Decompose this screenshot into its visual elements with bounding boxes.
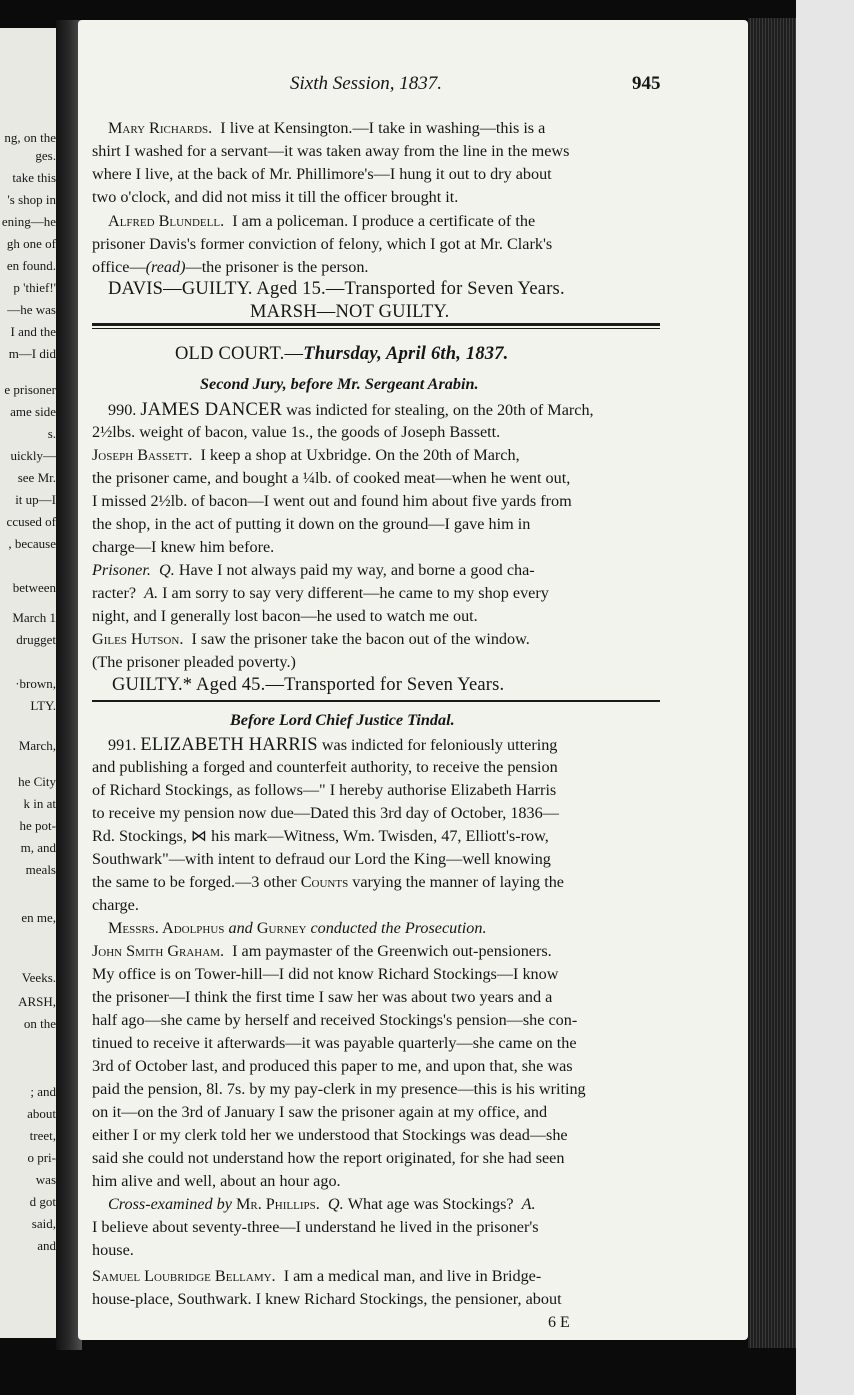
counsel-line: Messrs. Adolphus and Gurney conducted the Prosecution. <box>108 919 487 937</box>
text-line: Mary Richards. I live at Kensington.—I take in washing—this is a <box>108 119 546 137</box>
left-page-text-fragment: p 'thief!' <box>13 280 56 295</box>
left-page-text-fragment: drugget <box>16 632 56 647</box>
left-page-text-fragment: said, <box>31 1216 56 1231</box>
text-line: either I or my clerk told her we understood that Stockings was dead—she <box>92 1126 568 1144</box>
left-page-text-fragment: —he was <box>7 302 56 317</box>
text-line: I missed 2½lb. of bacon—I went out and found him about five yards from <box>92 492 572 510</box>
section-rule <box>92 700 660 702</box>
left-page-text-fragment: o pri- <box>27 1150 56 1165</box>
left-page-text-fragment: ng, on the <box>4 130 56 145</box>
left-page-text-fragment: he pot- <box>19 818 56 833</box>
left-page-text-fragment: k in at <box>23 796 56 811</box>
left-page-text-fragment: ; and <box>30 1084 56 1099</box>
text-line: My office is on Tower-hill—I did not know Richard Stockings—I know <box>92 965 559 983</box>
left-page-text-fragment: March, <box>18 738 56 753</box>
left-page-text-fragment: ges. <box>35 148 56 163</box>
text-line: charge—I knew him before. <box>92 538 275 556</box>
text-line: Rd. Stockings, ⋈ his mark—Witness, Wm. Twisden, 47, Elliott's-row, <box>92 827 549 845</box>
left-page-text-fragment: s. <box>47 426 56 441</box>
left-page-text-fragment: treet, <box>29 1128 56 1143</box>
text-line: the prisoner came, and bought a ¼lb. of cooked meat—when he went out, <box>92 469 571 487</box>
text-line: racter? A. I am sorry to say very different—he came to my shop every <box>92 584 549 602</box>
signature-mark: 6 E <box>548 1314 570 1331</box>
text-line: the shop, in the act of putting it down on the ground—I gave him in <box>92 515 531 533</box>
desk-surface <box>796 0 854 1395</box>
text-line: shirt I washed for a servant—it was taken away from the line in the mews <box>92 142 570 160</box>
text-line: Giles Hutson. I saw the prisoner take the bacon out of the window. <box>92 630 530 648</box>
court-heading: OLD COURT.—Thursday, April 6th, 1837. <box>175 344 509 364</box>
left-page-text-fragment: d got <box>29 1194 56 1209</box>
text-line: Southwark"—with intent to defraud our Lord the King—well knowing <box>92 850 551 868</box>
text-line: office—(read)—the prisoner is the person. <box>92 258 369 276</box>
left-page-text-fragment: ccused of <box>6 514 56 529</box>
text-line: Joseph Bassett. I keep a shop at Uxbridge. On the 20th of March, <box>92 446 520 464</box>
left-page-text-fragment: about <box>27 1106 56 1121</box>
text-line: to receive my pension now due—Dated this 3rd day of October, 1836— <box>92 804 559 822</box>
left-page-text-fragment: see Mr. <box>17 470 56 485</box>
text-line: I believe about seventy-three—I understand he lived in the prisoner's <box>92 1218 539 1236</box>
case-heading: 990. JAMES DANCER was indicted for stealing, on the 20th of March, <box>108 400 594 420</box>
left-page-text-fragment: I and the <box>10 324 56 339</box>
left-page-text-fragment: on the <box>23 1016 56 1031</box>
text-line: (The prisoner pleaded poverty.) <box>92 653 296 671</box>
text-line: Samuel Loubridge Bellamy. I am a medical man, and live in Bridge- <box>92 1267 542 1285</box>
left-page-text-fragment: meals <box>25 862 56 877</box>
left-page-text-fragment: ·brown, <box>15 676 56 691</box>
text-line: and publishing a forged and counterfeit authority, to receive the pension <box>92 758 558 776</box>
left-page-text-fragment: e prisoner <box>4 382 56 397</box>
case-heading: 991. ELIZABETH HARRIS was indicted for feloniously uttering <box>108 735 558 755</box>
left-page-text-fragment: and <box>37 1238 56 1253</box>
text-line: paid the pension, 8l. 7s. by my pay-clerk in my presence—this is his writing <box>92 1080 586 1098</box>
left-page-text-fragment: he City <box>18 774 56 789</box>
text-line: Alfred Blundell. I am a policeman. I produce a certificate of the <box>108 212 536 230</box>
jury-heading: Second Jury, before Mr. Sergeant Arabin. <box>200 375 479 393</box>
text-line: house-place, Southwark. I knew Richard Stockings, the pensioner, about <box>92 1290 562 1308</box>
text-line: charge. <box>92 896 139 914</box>
text-line: of Richard Stockings, as follows—" I hereby authorise Elizabeth Harris <box>92 781 557 799</box>
text-line: the same to be forged.—3 other Counts varying the manner of laying the <box>92 873 564 891</box>
section-rule <box>92 323 660 326</box>
judge-heading: Before Lord Chief Justice Tindal. <box>230 711 455 729</box>
text-line: two o'clock, and did not miss it till the officer brought it. <box>92 188 459 206</box>
text-line: house. <box>92 1241 134 1259</box>
text-line: where I live, at the back of Mr. Phillimore's—I hung it out to dry about <box>92 165 552 183</box>
left-page-text-fragment: en me, <box>21 910 56 925</box>
page-edges <box>748 18 796 1348</box>
running-title: Sixth Session, 1837. <box>290 73 442 94</box>
left-page-text-fragment: , because <box>8 536 56 551</box>
text-line: tinued to receive it afterwards—it was payable quarterly—she came on the <box>92 1034 577 1052</box>
left-page-text-fragment: between <box>12 580 56 595</box>
text-line: 3rd of October last, and produced this paper to me, and upon that, she was <box>92 1057 573 1075</box>
left-page-text-fragment: was <box>35 1172 56 1187</box>
text-line: said she could not understand how the report originated, for she had seen <box>92 1149 565 1167</box>
left-page-text-fragment: en found. <box>6 258 56 273</box>
text-line: night, and I generally lost bacon—he used to watch me out. <box>92 607 478 625</box>
left-page-text-fragment: uickly— <box>10 448 56 463</box>
left-page-text-fragment: take this <box>12 170 56 185</box>
left-page-text-fragment: LTY. <box>30 698 56 713</box>
left-page-text-fragment: March 1 <box>12 610 56 625</box>
text-line: Cross-examined by Mr. Phillips. Q. What age was Stockings? A. <box>108 1195 536 1213</box>
text-line: half ago—she came by herself and received Stockings's pension—she con- <box>92 1011 578 1029</box>
left-page-text-fragment: m—I did <box>8 346 56 361</box>
left-page-text-fragment: 's shop in <box>7 192 56 207</box>
text-line: John Smith Graham. I am paymaster of the Greenwich out-pensioners. <box>92 942 552 960</box>
verdict-line: DAVIS—GUILTY. Aged 15.—Transported for Seven Years. <box>108 279 565 299</box>
left-page-text-fragment: Veeks. <box>21 970 56 985</box>
left-page-text-fragment: gh one of <box>6 236 56 251</box>
left-page-text-fragment: ening—he <box>1 214 56 229</box>
text-line: him alive and well, about an hour ago. <box>92 1172 341 1190</box>
left-page-text-fragment: it up—I <box>15 492 56 507</box>
left-page-text-fragment: ARSH, <box>18 994 56 1009</box>
text-line: on it—on the 3rd of January I saw the prisoner again at my office, and <box>92 1103 548 1121</box>
left-page-text-fragment: m, and <box>20 840 56 855</box>
verdict-line: GUILTY.* Aged 45.—Transported for Seven Years. <box>112 675 505 695</box>
section-rule <box>92 328 660 329</box>
verdict-line: MARSH—NOT GUILTY. <box>250 302 450 322</box>
text-line: the prisoner—I think the first time I saw her was about two years and a <box>92 988 553 1006</box>
left-page-text-fragment: ame side <box>10 404 56 419</box>
text-line: Prisoner. Q. Have I not always paid my way, and borne a good cha- <box>92 561 535 579</box>
text-line: 2½lbs. weight of bacon, value 1s., the goods of Joseph Bassett. <box>92 423 501 441</box>
text-line: prisoner Davis's former conviction of felony, which I got at Mr. Clark's <box>92 235 553 253</box>
page-number: 945 <box>632 73 661 94</box>
